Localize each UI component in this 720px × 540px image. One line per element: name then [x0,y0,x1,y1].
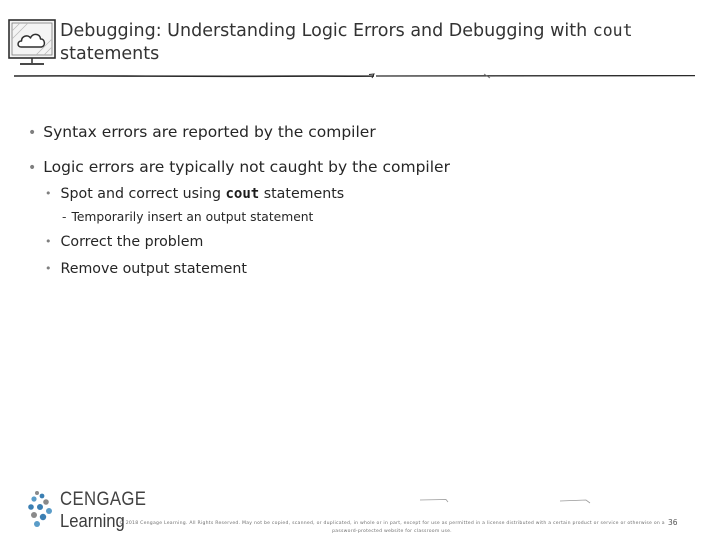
slide-title-text: Debugging: Understanding Logic Errors and Debugging with [60,21,593,41]
bullet-logic-errors [28,158,450,176]
page-number: 36 [668,518,678,527]
bullet-marker: • [28,125,37,141]
bullet-text: Temporarily insert an output statement [71,210,314,224]
bullet-text: Logic errors are typically not caught by the compiler [43,158,450,176]
bullet-remove-output [45,261,247,277]
inline-code-cout: cout [225,186,260,202]
bullet-marker: • [45,262,52,275]
bullet-text: Remove output statement [60,261,247,277]
bullet-marker: • [45,187,52,200]
bullet-marker: • [45,235,52,248]
bullet-spot-and-correct [45,186,344,202]
slide-title-text-2: statements [60,44,160,64]
bullet-text-suffix: statements [259,186,345,202]
logo-wordmark-cengage: CENGAGE [60,488,147,510]
footer-sketch-line [410,498,710,514]
bullet-syntax-errors [28,123,376,141]
bullet-text: Spot and correct using [60,186,226,202]
bullet-text: Correct the problem [60,234,204,250]
dash-marker: - [62,210,67,224]
bullet-temporarily-insert [62,210,313,224]
copyright-notice: © 2018 Cengage Learning. All Rights Reserved. May not be copied, scanned, or duplicated, in whole or in part, except for use as permitted in a license distributed with a certain product or service or otherwise on a password-protected website for classroom use. [119,521,665,534]
logo-wordmark-learning: Learning [60,510,125,531]
cengage-dots-icon [28,490,54,528]
bullet-text: Syntax errors are reported by the compiler [43,123,376,141]
bullet-marker: • [28,160,37,176]
bullet-correct-problem [45,234,203,250]
slide-title-code: cout [592,21,633,40]
